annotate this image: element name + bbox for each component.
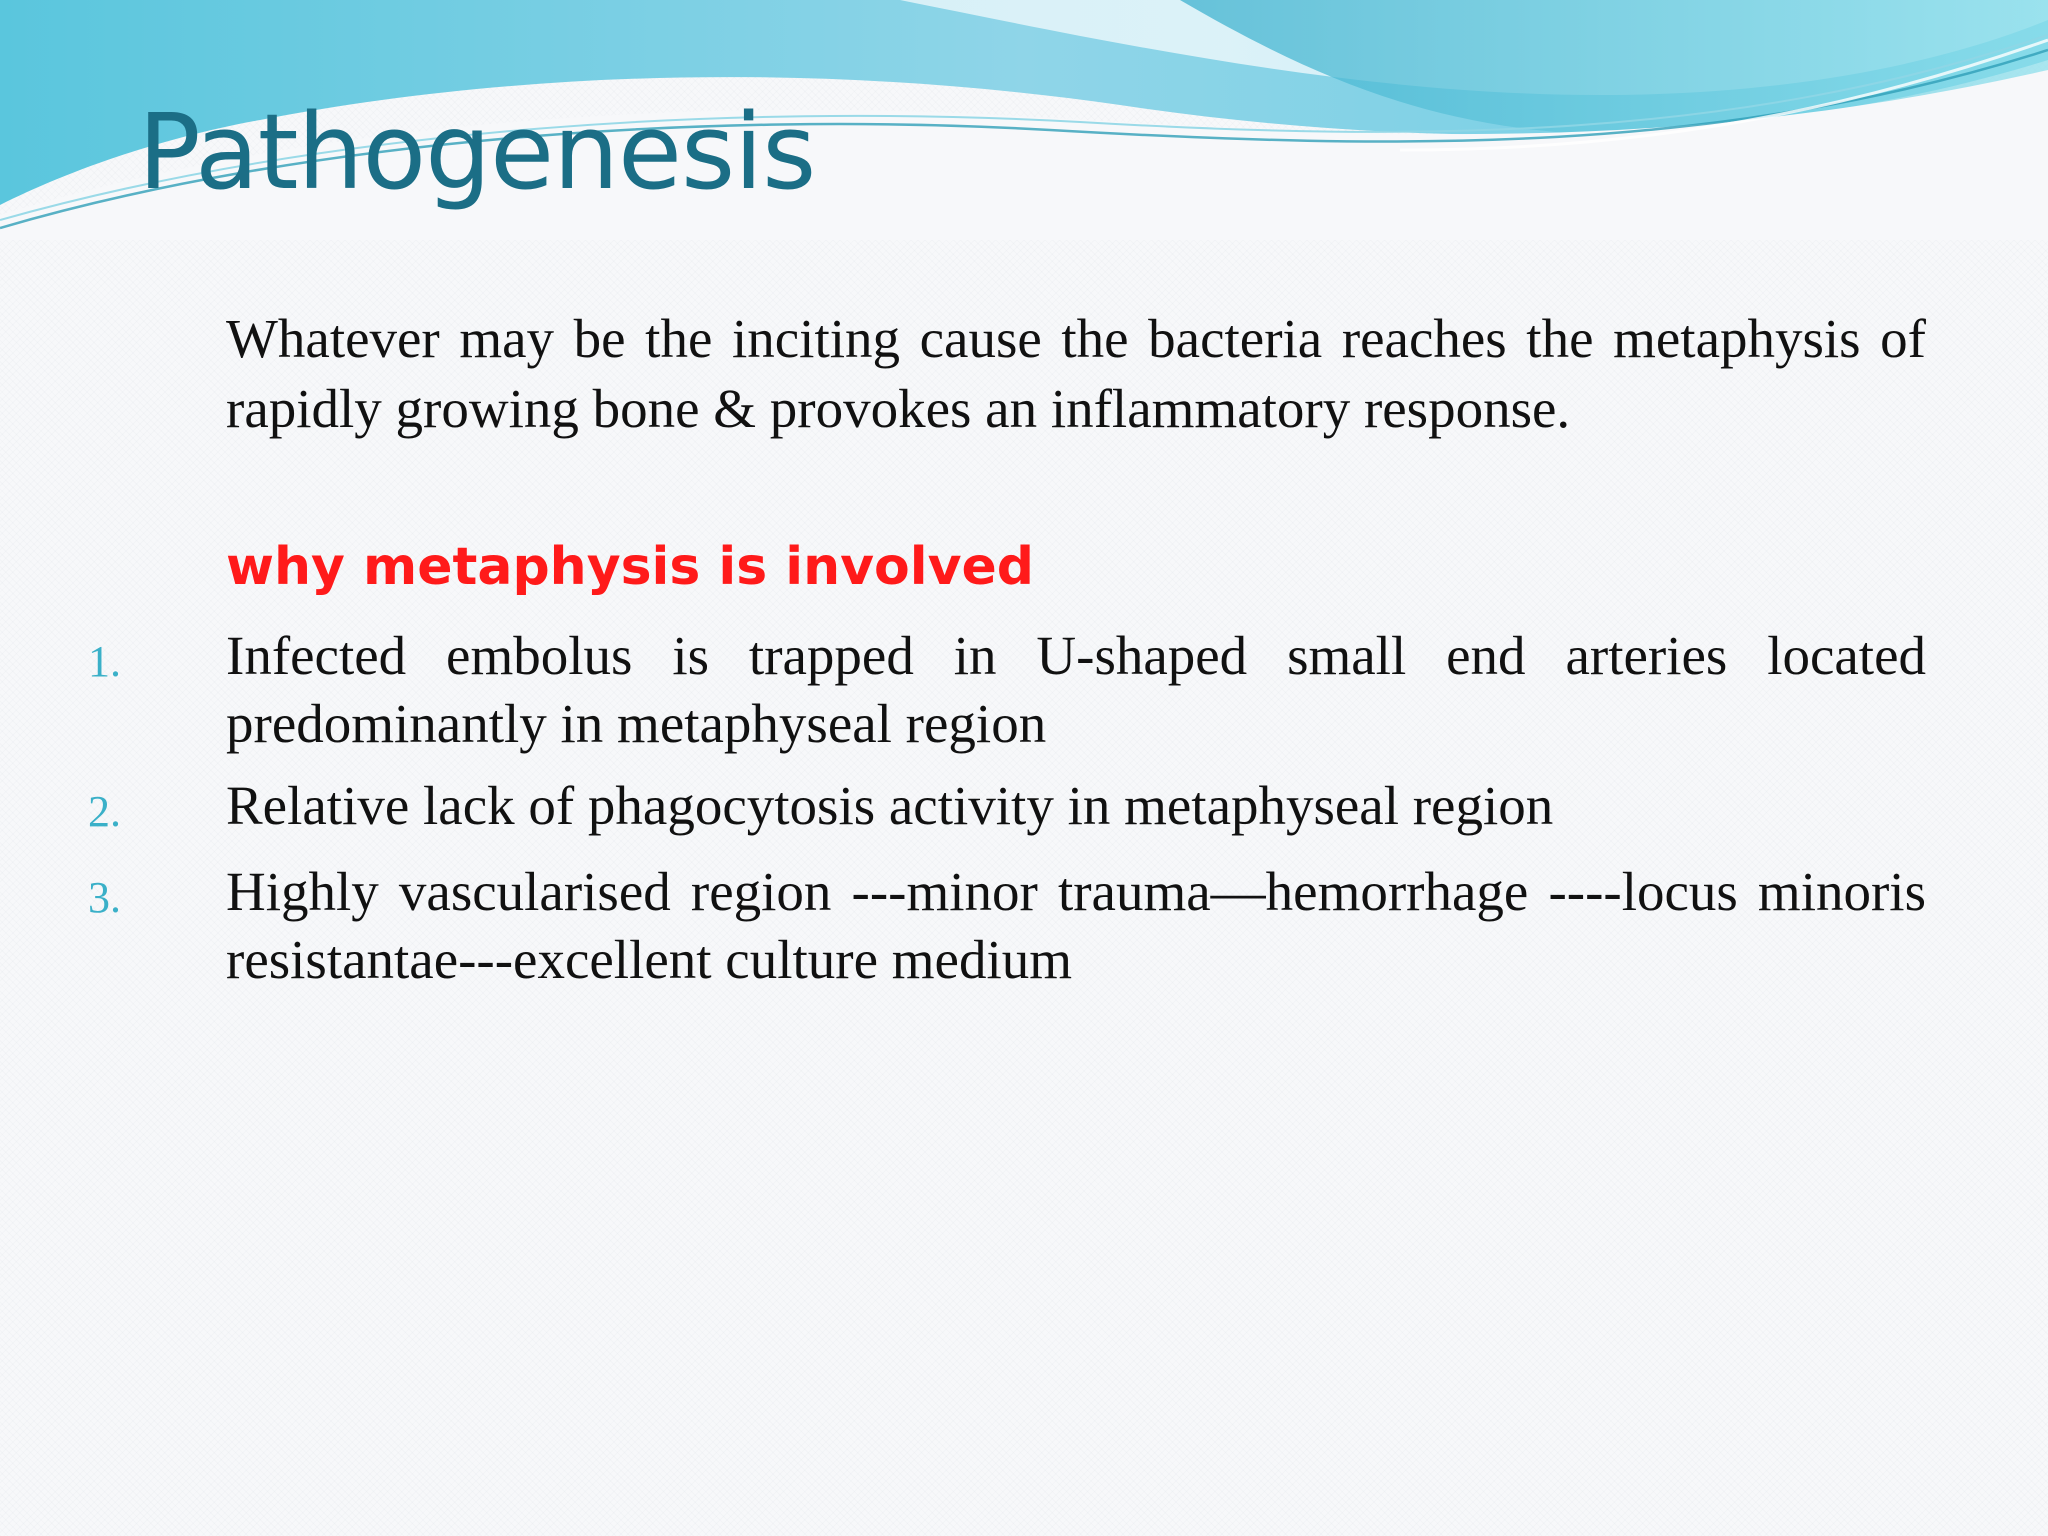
- intro-paragraph: Whatever may be the inciting cause the bacteria reaches the metaphysis of rapidly growing bone & provokes an inflammatory response.: [226, 308, 1926, 439]
- subheading: why metaphysis is involved: [226, 537, 1034, 597]
- list-number: 1.: [88, 637, 121, 686]
- list-item-text: Relative lack of phagocytosis activity in metaphyseal region: [226, 775, 1554, 836]
- list-number: 3.: [88, 873, 121, 922]
- list-number: 2.: [88, 787, 121, 836]
- list-item-text: Highly vascularised region ---minor trauma—hemorrhage ----locus minoris resistantae---excellent culture medium: [226, 861, 1926, 990]
- slide-title: Pathogenesis: [138, 91, 816, 213]
- list-item-text: Infected embolus is trapped in U-shaped small end arteries located predominantly in metaphyseal region: [226, 625, 1926, 754]
